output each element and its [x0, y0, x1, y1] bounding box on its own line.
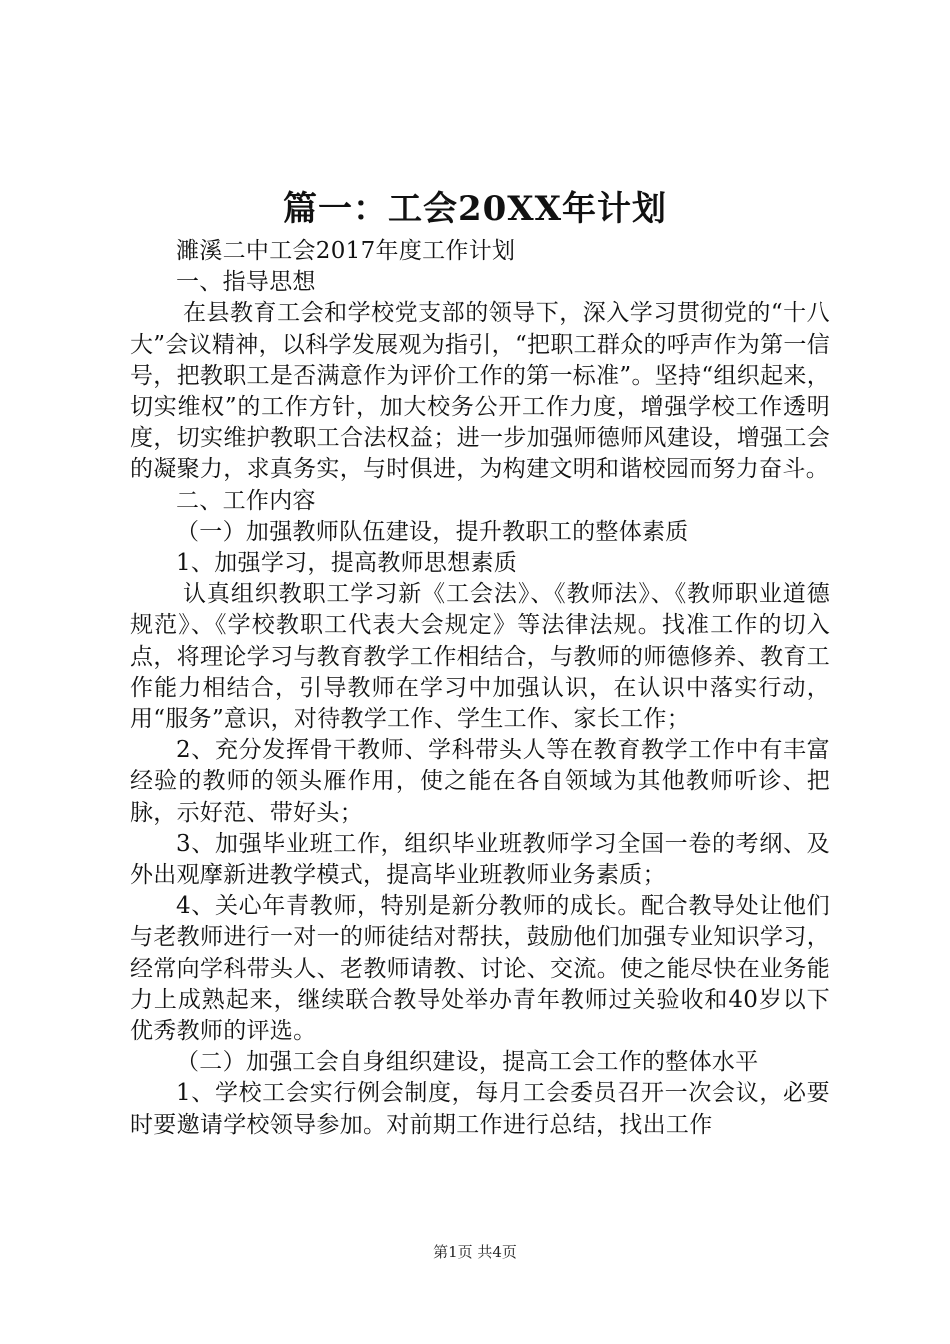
- page-footer: 第1页 共4页: [433, 1243, 517, 1261]
- subsection-heading-teacher-team: （一）加强教师队伍建设，提升教职工的整体素质: [176, 518, 689, 545]
- plan-heading: 濉溪二中工会2017年度工作计划: [176, 238, 516, 264]
- document-title: 篇一：工会20XX年计划: [282, 189, 668, 229]
- paragraph-guiding-ideology: 在县教育工会和学校党支部的领导下，深入学习贯彻党的“十八大”会议精神，以科学发展观为指引，“把职工群众的呼声作为第一信号，把教职工是否满意作为评价工作的第一标准”。坚持“组织起来，切实维权”的工作方针，加大校务公开工作力度，增强学校工作透明度，切实维护教职工合法权益；进一步加强师德师风建设，增强工会的凝聚力，求真务实，与时俱进，为构建文明和谐校园而努力奋斗。: [130, 300, 830, 483]
- subsection-heading-union-organization: （二）加强工会自身组织建设，提高工会工作的整体水平: [176, 1049, 759, 1076]
- paragraph-backbone-teachers: 2、充分发挥骨干教师、学科带头人等在教育教学工作中有丰富经验的教师的领头雁作用，使之能在各自领域为其他教师听诊、把脉，示好范、带好头；: [130, 737, 830, 826]
- paragraph-study: 认真组织教职工学习新《工会法》、《教师法》、《教师职业道德规范》、《学校教职工代表大会规定》等法律法规。找准工作的切入点，将理论学习与教育教学工作相结合，与教师的师德修养、教育工作能力相结合，引导教师在学习中加强认识，在认识中落实行动，用“服务”意识，对待教学工作、学生工作、家长工作；: [130, 581, 830, 733]
- document-body: [130, 236, 830, 1141]
- item-heading-study: 1、加强学习，提高教师思想素质: [176, 550, 518, 577]
- paragraph-graduating-class: 3、加强毕业班工作，组织毕业班教师学习全国一卷的考纲、及外出观摩新进教学模式，提高毕业班教师业务素质；: [130, 830, 830, 889]
- paragraph-young-teachers: 4、关心年青教师，特别是新分教师的成长。配合教导处让他们与老教师进行一对一的师徒结对帮扶，鼓励他们加强专业知识学习，经常向学科带头人、老教师请教、讨论、交流。使之能尽快在业务能力上成熟起来，继续联合教导处举办青年教师过关验收和40岁以下优秀教师的评选。: [130, 893, 830, 1045]
- paragraph-union-meetings: 1、学校工会实行例会制度，每月工会委员召开一次会议，必要时要邀请学校领导参加。对前期工作进行总结，找出工作: [130, 1080, 830, 1138]
- section-heading-guiding-ideology: 一、指导思想: [176, 269, 316, 296]
- section-heading-work-content: 二、工作内容: [176, 487, 316, 514]
